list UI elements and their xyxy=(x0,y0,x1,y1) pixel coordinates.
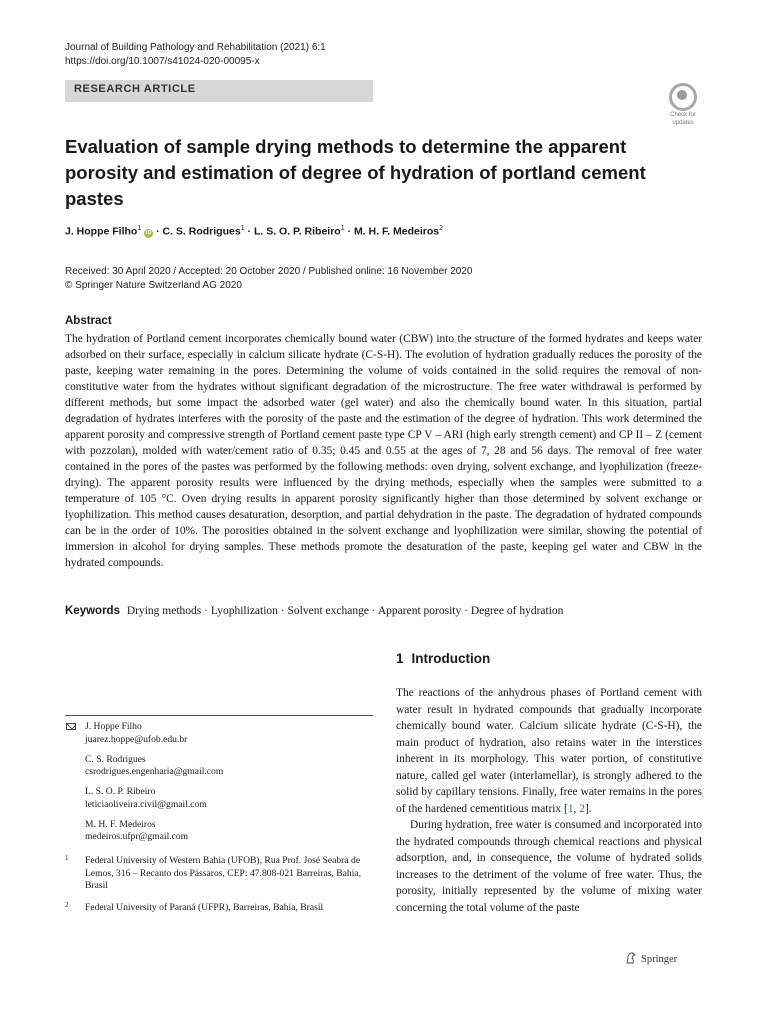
author-separator: · xyxy=(153,225,163,238)
affiliation-number: 1 xyxy=(65,854,69,862)
section-number: 1 xyxy=(396,651,404,666)
citation-close: ]. xyxy=(584,802,592,815)
publisher-mark xyxy=(625,952,677,965)
author-affiliation-ref: 1 xyxy=(240,225,245,232)
check-for-updates-icon[interactable] xyxy=(664,83,702,126)
article-type-banner xyxy=(65,80,373,102)
author-affiliation-ref: 2 xyxy=(439,225,444,232)
abstract-text: The hydration of Portland cement incorporates chemically bound water (CBW) into the structure of the formed hydrates and keeps water adsorbed on their surface, especially in calcium silicate hydrate (C-S-H). The evolution of hydration gradually reduces the porosity of the paste, keeping water remaining in the pores. Determining the volume of voids contained in the solid requires the removal of non-constitutive water from the hydrates without significant degradation of the microstructure. The free water withdrawal is performed by different methods, but some impact the adsorbed water (gel water) and also the chemically bound water. In this situation, partial degradation of hydrates interferes with the porosity of the paste and the estimation of the degree of hydration. This work determined the apparent porosity and compressive strength of Portland cement paste type CP V – ARI (high early strength cement) and CP II – Z (cement with pozzolan), molded with water/cement ratio of 0.35; 0.45 and 0.55 at the ages of 7, 28 and 56 days. The removal of free water contained in the pores of the pastes was performed by the following methods: oven drying, solvent exchange, and lyophilization (freeze-drying). The apparent porosity results were influenced by the drying methods, especially when the samples were submitted to a temperature of 105 °C. Oven drying results in apparent porosity significantly higher than those determined by solvent exchange or lyophilization. This method causes desaturation, desorption, and partial dehydration in the paste. The degradation of hydrated compounds can be in the order of 10%. The porosities obtained in the solvent exchange and lyophilization were similar, showing the potential of immersion in alcohol for drying samples. These methods promote the desaturation of the paste, keeping gel water and CBW in the hydrated compounds. xyxy=(65,333,702,569)
keywords-list: Drying methods · Lyophilization · Solvent exchange · Apparent porosity · Degree of hydration xyxy=(126,605,564,617)
author-name[interactable]: M. H. F. Medeiros xyxy=(353,225,440,238)
introduction-body xyxy=(396,685,702,916)
author-name[interactable]: L. S. O. P. Ribeiro xyxy=(253,225,341,238)
contact-entry xyxy=(65,786,373,811)
author-affiliation-ref: 1 xyxy=(137,225,142,232)
affiliation-text: Federal University of Western Bahia (UFOB), Rua Prof. José Seabra de Lemos, 316 – Recanto dos Pássaros, CEP: 47.808-021 Barreiras, Bahia, Brasil xyxy=(85,855,362,891)
keywords xyxy=(65,605,563,617)
intro-paragraph: During hydration, free water is consumed and incorporated into the hydrated compounds through chemical reactions and physical adsorption, and, in consequence, the volume of hydrated solids increases to the detriment of the volume of free water. Thus, the porosity, initially represented by the volume of mixing water concerning the total volume of the paste xyxy=(396,819,702,914)
doi-link[interactable]: https://doi.org/10.1007/s41024-020-00095-x xyxy=(65,56,260,67)
author-affiliation-ref: 1 xyxy=(340,225,345,232)
intro-paragraph-text: The reactions of the anhydrous phases of Portland cement with water result in hydrated compounds that gradually incorporate chemically bound water. Calcium silicate hydrate (C-S-H), the main product of hydration, also retains water in the interstices inherent in its morphology. This water portion, of constitutive nature, called gel water (interlamellar), is strongly adhered to the solid by capillary tensions. Finally, free water remains in the pores of the hardened cementitious matrix [ xyxy=(396,687,702,815)
publication-dates xyxy=(65,265,473,293)
contact-name: C. S. Rodrigues xyxy=(85,753,146,765)
section-title: Introduction xyxy=(411,651,491,666)
intro-paragraph xyxy=(396,685,702,817)
check-for-updates-badge xyxy=(669,83,697,111)
citation-link[interactable]: 1 xyxy=(567,802,574,815)
affiliation-number: 2 xyxy=(65,900,69,909)
affiliations xyxy=(65,855,373,923)
citation-link[interactable]: 2 xyxy=(579,802,585,815)
copyright: © Springer Nature Switzerland AG 2020 xyxy=(65,280,242,291)
journal-info xyxy=(65,41,326,69)
contact-name: L. S. O. P. Ribeiro xyxy=(85,786,156,797)
contact-email[interactable]: csrodrigues.engenharia@gmail.com xyxy=(85,766,224,777)
contact-email[interactable]: juarez.hoppe@ufob.edu.br xyxy=(85,733,188,745)
contact-email[interactable]: medeiros.ufpr@gmail.com xyxy=(85,831,189,842)
contact-entry xyxy=(65,819,373,844)
history-dates: Received: 30 April 2020 / Accepted: 20 October 2020 / Published online: 16 November 2020 xyxy=(65,266,473,277)
affiliation-entry xyxy=(65,902,373,915)
affiliation-text: Federal University of Paraná (UFPR), Barreiras, Bahia, Brasil xyxy=(85,901,324,913)
contact-name: J. Hoppe Filho xyxy=(85,721,142,732)
author-name[interactable]: J. Hoppe Filho xyxy=(65,225,138,238)
check-for-updates-line2: updates xyxy=(672,119,694,126)
contact-email[interactable]: leticiaoliveira.civil@gmail.com xyxy=(85,798,207,810)
author-separator: · xyxy=(244,225,254,238)
check-for-updates-line1: Check for xyxy=(670,112,696,118)
publisher-name: Springer xyxy=(641,954,678,965)
article-title: Evaluation of sample drying methods to determine the apparent porosity and estimation of degree of hydration of portland cement pastes xyxy=(65,136,646,209)
author-separator: · xyxy=(344,225,354,238)
contact-entry xyxy=(65,721,373,746)
journal-citation: Journal of Building Pathology and Rehabilitation (2021) 6:1 xyxy=(65,42,326,53)
author-contacts xyxy=(65,721,373,851)
abstract-heading: Abstract xyxy=(65,315,112,327)
orcid-icon[interactable]: iD xyxy=(145,229,152,236)
envelope-icon xyxy=(66,723,76,730)
contact-name: M. H. F. Medeiros xyxy=(85,818,156,830)
author-list xyxy=(65,225,443,238)
springer-horse-icon xyxy=(625,952,636,964)
keywords-heading: Keywords xyxy=(65,605,120,617)
footnote-divider xyxy=(65,715,373,716)
citation-separator: , xyxy=(573,802,580,815)
article-type-label: RESEARCH ARTICLE xyxy=(74,83,196,95)
contact-entry xyxy=(65,754,373,779)
author-name[interactable]: C. S. Rodrigues xyxy=(162,225,241,238)
section-heading-introduction xyxy=(396,651,490,666)
affiliation-entry xyxy=(65,855,373,893)
